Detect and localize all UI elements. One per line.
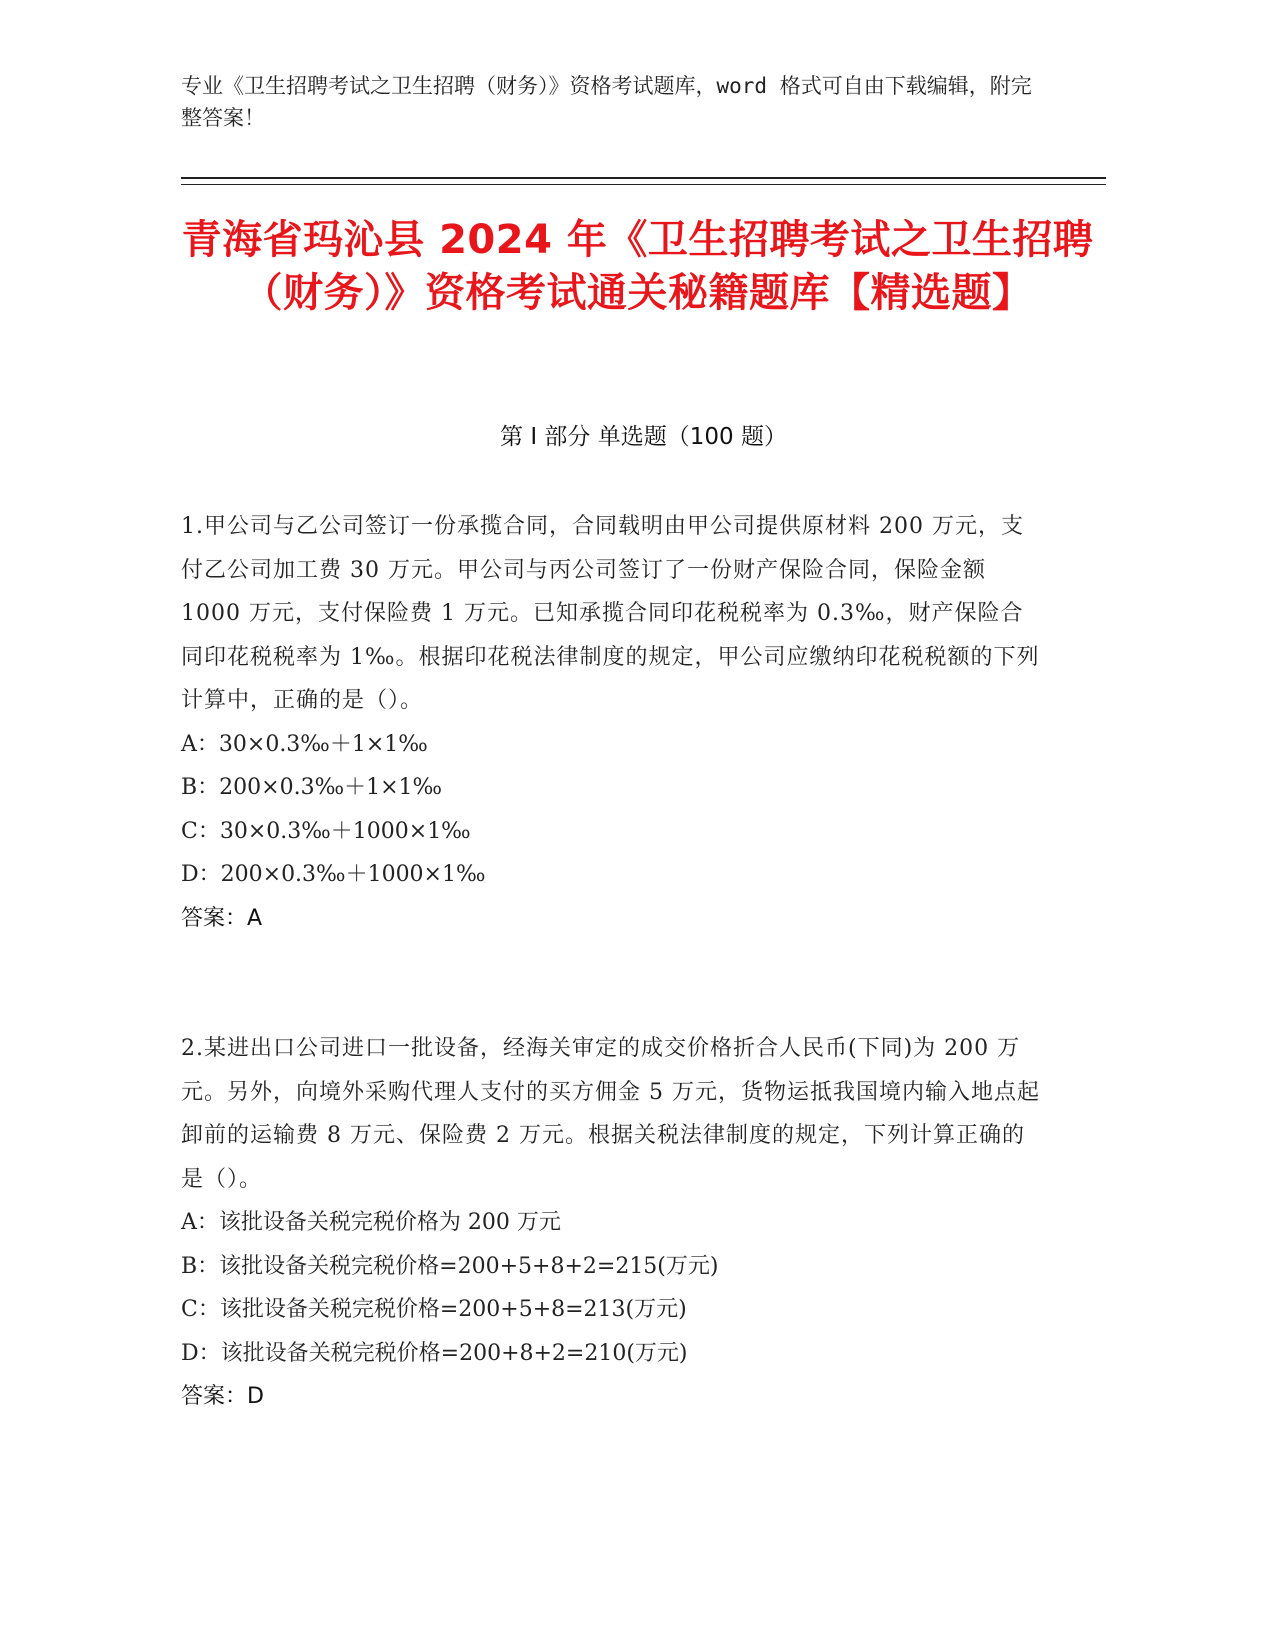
option-a: A：30×0.3‰＋1×1‰ [181, 731, 428, 757]
option-a: A：该批设备关税完税价格为 200 万元 [181, 1210, 561, 1235]
section-heading: 第 I 部分 单选题（100 题） [500, 424, 787, 450]
answer: 答案：A [181, 905, 263, 931]
option-b: B：200×0.3‰＋1×1‰ [181, 775, 443, 800]
option-b: B：该批设备关税完税价格=200+5+8+2=215(万元) [181, 1253, 719, 1279]
answer: 答案：D [181, 1384, 264, 1409]
question-2 [181, 1027, 1041, 1419]
header-note: 专业《卫生招聘考试之卫生招聘（财务）》资格考试题库，word 格式可自由下载编辑，附完整答案！ [181, 74, 1032, 130]
option-d: D：200×0.3‰＋1000×1‰ [181, 862, 486, 887]
option-c: C：30×0.3‰＋1000×1‰ [181, 818, 471, 844]
question-stem: 1.甲公司与乙公司签订一份承揽合同，合同载明由甲公司提供原材料 200 万元，支付乙公司加工费 30 万元。甲公司与丙公司签订了一份财产保险合同，保险金额 1000 万元，支付保险费 1 万元。已知承揽合同印花税税率为 0.3‰，财产保险合同印花税税率为 1‰。根据印花税法律制度的规定，甲公司应缴纳印花税税额的下列计算中，正确的是（）。 [181, 514, 1040, 713]
question-1 [181, 505, 1041, 940]
header-divider-thick [181, 177, 1106, 179]
question-stem: 2.某进出口公司进口一批设备，经海关审定的成交价格折合人民币(下同)为 200 万元。另外，向境外采购代理人支付的买方佣金 5 万元，货物运抵我国境内输入地点起卸前的运输费 8 万元、保险费 2 万元。根据关税法律制度的规定，下列计算正确的是（）。 [181, 1036, 1040, 1192]
document-title: 青海省玛沁县 2024 年《卫生招聘考试之卫生招聘（财务）》资格考试通关秘籍题库【精选题】 [181, 217, 1094, 316]
option-c: C：该批设备关税完税价格=200+5+8=213(万元) [181, 1297, 687, 1322]
header-divider-thin [181, 184, 1106, 185]
option-d: D：该批设备关税完税价格=200+8+2=210(万元) [181, 1340, 688, 1366]
